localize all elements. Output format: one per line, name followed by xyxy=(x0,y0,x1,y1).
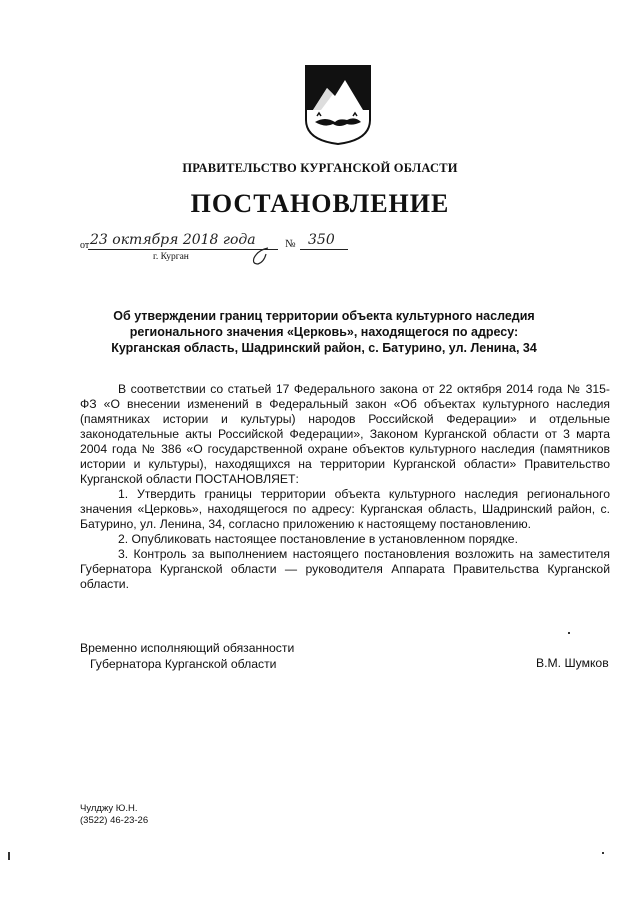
signatory-position xyxy=(80,640,294,672)
date-prefix: от xyxy=(80,240,90,251)
number-underline xyxy=(300,249,348,250)
coat-of-arms-icon xyxy=(303,64,373,146)
signatory-name: В.М. Шумков xyxy=(536,656,609,670)
city-label: г. Курган xyxy=(153,252,189,262)
document-title xyxy=(80,308,568,356)
preamble-paragraph: В соответствии со статьей 17 Федерального закона от 22 октября 2014 года № 315-ФЗ «О внесении изменений в Федеральный закон «Об объектах культурного наследия (памятниках истории и культуры) народов Российской Федерации» и отдельные законодательные акты Российской Федерации», Законом Курганской области от 3 марта 2004 года № 386 «О государственной охране объектов культурного наследия (памятников истории и культуры), находящихся на территории Курганской области» Правительство Курганской области ПОСТАНОВЛЯЕТ: xyxy=(80,382,610,486)
handwritten-number: 350 xyxy=(308,232,335,248)
position-line-2: Губернатора Курганской области xyxy=(90,657,277,671)
position-line-1: Временно исполняющий обязанности xyxy=(80,641,295,655)
scan-speck xyxy=(568,632,570,634)
date-number-block xyxy=(80,232,480,268)
number-prefix: № xyxy=(285,238,296,250)
executor-name: Чулджу Ю.Н. xyxy=(80,803,138,814)
title-line: Об утверждении границ территории объекта культурного наследия xyxy=(113,309,535,323)
document-type-heading: ПОСТАНОВЛЕНИЕ xyxy=(190,189,450,218)
document-body xyxy=(80,382,610,592)
handwritten-date: 23 октября 2018 года xyxy=(90,232,256,248)
executor-contact xyxy=(80,803,148,827)
clause-1: 1. Утвердить границы территории объекта культурного наследия регионального значения «Церковь», находящегося по адресу: Курганская область, Шадринский район, с. Батурино, ул. Ленина, 34, согласно приложению к настоящему постановлению. xyxy=(80,487,610,531)
executor-phone: (3522) 46-23-26 xyxy=(80,815,149,826)
handwritten-mark-icon xyxy=(248,246,272,273)
clause-3: 3. Контроль за выполнением настоящего постановления возложить на заместителя Губернатора Курганской области — руководителя Аппарата Правительства Курганской области. xyxy=(80,547,610,591)
title-line: регионального значения «Церковь», находящегося по адресу: xyxy=(129,325,519,339)
scan-speck xyxy=(8,852,10,860)
scan-speck xyxy=(602,852,604,854)
title-line: Курганская область, Шадринский район, с. Батурино, ул. Ленина, 34 xyxy=(111,341,537,355)
clause-2: 2. Опубликовать настоящее постановление в установленном порядке. xyxy=(118,532,518,546)
government-name: ПРАВИТЕЛЬСТВО КУРГАНСКОЙ ОБЛАСТИ xyxy=(182,161,458,175)
